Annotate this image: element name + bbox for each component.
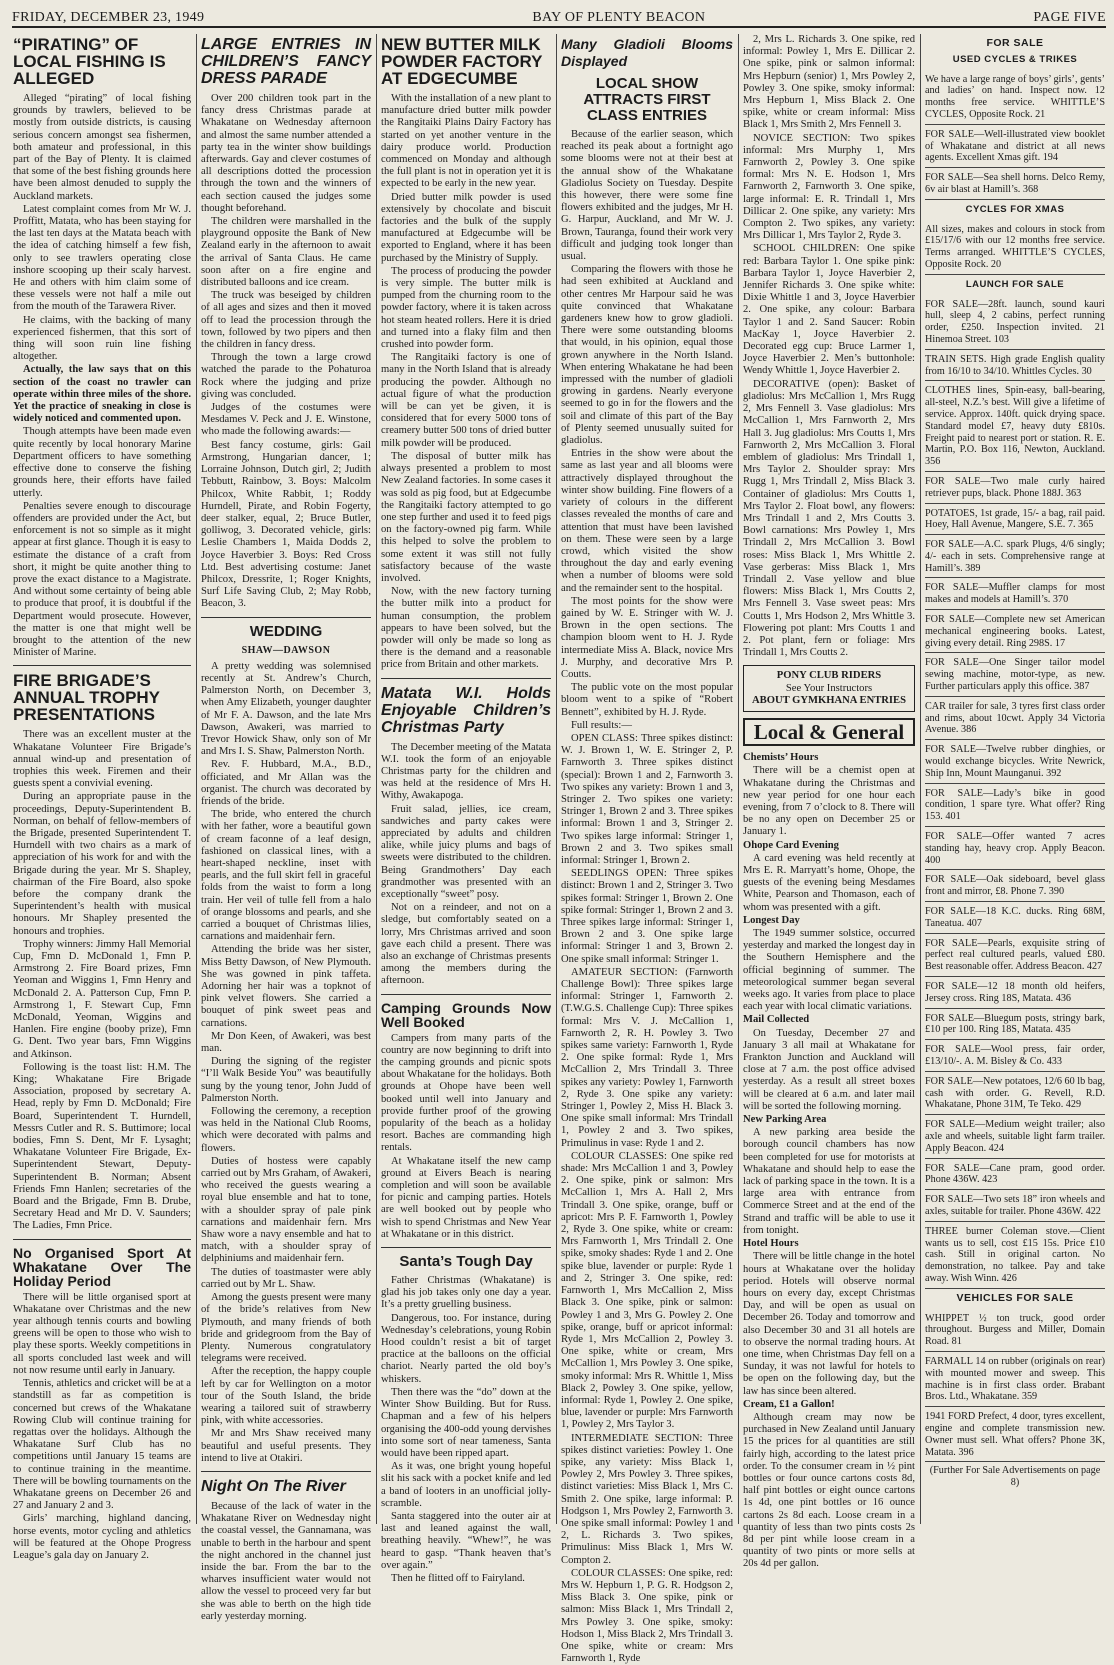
classified-ad: All sizes, makes and colours in stock from £15/17/6 with our 12 months free service. Terms arranged. WHITTLE’S CYCLES, Opposite Rock. 20 — [925, 220, 1105, 275]
divider — [381, 678, 551, 679]
article-text: Campers from many parts of the country are now beginning to drift into the camping grounds and picnic spots about Whakatane for the holidays. Both grounds at Ohope have been well booked until well into January and provide further proof of the growing popularity of the beach as a holiday resort. Baches are commanding high rentals. — [381, 1032, 551, 1154]
classified-ad: FOR SALE—Muffler clamps for most makes and models at Hamill’s. 370 — [925, 578, 1105, 610]
article-text: Although cream may now be purchased in New Zealand until January 15 the prices for al quantities are still fairly high, according to the latest price order. To the consumer cream in ½ pint bottles or four ounce cartons costs 8d, half pint bottles or eight ounce cartons 1s 4d, one pint bottles or 16 ounce cartons 2s 8d each. Loose cream in a quantity of less than two pints costs 2s 8d per pint while loose cream in a quantity of two pints or more sells at 20s 4d per gallon. — [743, 1411, 915, 1570]
local-general-heading: Local & General — [743, 718, 915, 746]
article-text: There will be little change in the hotel hours at Whakatane over the holiday period. Hotels will observe normal hours on every day, except Christmas Day, and will be open as usual on December 26. Today and tomorrow and also December 30 and 31 all hotels are to observe the normal trading hours. At one time, when Christmas Day fell on a Sunday, it was not lawful for hotels to be open on the following day, but the law has since been altered. — [743, 1251, 915, 1397]
section-heading: Cream, £1 a Gallon! — [743, 1398, 835, 1410]
headline-night-river: Night On The River — [201, 1477, 346, 1495]
article-text: Because of the lack of water in the Whakatane River on Wednesday night the coastal vessel, the Gannamana, was unable to berth in the harbour and spent the night anchored in the channel just inside the bar. From the bar to the wharves insufficient water would not allow the vessel to proceed very far but she was able to berth on the high tide early yesterday morning. — [201, 1500, 371, 1622]
article-text: With the installation of a new plant to manufacture dried butter milk powder the Rangitaiki Plains Dairy Factory has started on yet another venture in the dairy produce world. Production commenced on Monday and although the full plant is not in operation yet it is expected to be early in the new year. — [381, 93, 551, 190]
classified-ad: FOR SALE—Twelve rubber dinghies, or would exchange bicycles. Write Newrick, Ship Inn, Mount Maunganui. 392 — [925, 740, 1105, 783]
section-heading: Mail Collected — [743, 1014, 810, 1026]
classified-footer: (Further For Sale Advertisements on page 8) — [929, 1465, 1101, 1489]
article-text: The duties of toastmaster were ably carried out by Mr L. Shaw. — [201, 1266, 371, 1290]
article-text: Then there was the “do” down at the Winter Show Building. But for Russ. Chapman and a few of his helpers organising the 400-odd young dervishes into some sort of near tameness, Santa would have been ripped apart. — [381, 1386, 551, 1459]
masthead-title: BAY OF PLENTY BEACON — [532, 10, 706, 25]
classified-ad: CAR trailer for sale, 3 tyres first class order and rims, about 10cwt. Apply 34 Victoria Avenue. 386 — [925, 697, 1105, 740]
classified-heading: VEHICLES FOR SALE — [956, 1291, 1074, 1304]
article-text: During the signing of the register “I’ll Walk Beside You” was beautifully sung by the young tenor, John Judd of Palmerston North. — [201, 1056, 371, 1104]
article-text: Tennis, athletics and cricket will be at a standstill as far as competition is concerned but crews of the Whakatane Rowing Club will continue training for regattas over the holidays. Although the Whakatane Surf Club has no competitions until January 15 teams are to continue training in the meantime. There will be bowling tournaments on the Whakatane greens on December 26 and 27 and January 2 and 3. — [13, 1378, 191, 1512]
article-text: Fruit salad, jellies, ice cream, sandwiches and party cakes were appreciated by adults and children alike, while juicy plums and bags of sweets were distributed to the children. Being Grandmothers’ Day each grandmother was presented with an exceptionally “sweet” posy. — [381, 803, 551, 900]
results-text: NOVICE SECTION: Two spikes informal: Mrs Murphy 1, Mrs Farnworth 2, Powley 3. One spike formal: Mrs N. E. Hodson 1, Mrs Farnworth 2, Farnworth 3. One spike, large informal: E. R. Trindall 1, Mrs Dillicar 2. One spike, any variety: Mrs Compton 2. Two spikes, any variety: Mrs Dillicar 1, Mrs Taylor 2, Ryde 3. — [743, 132, 915, 242]
masthead-date: FRIDAY, DECEMBER 23, 1949 — [12, 10, 205, 25]
classified-ad: FOR SALE—Two male curly haired retriever pups, black. Phone 188J. 363 — [925, 472, 1105, 504]
article-text-bold: Actually, the law says that on this section of the coast no trawler can operate within three miles of the shore. Yet the practice of sneaking in close is widely noticed and commented upon. — [13, 364, 191, 425]
classified-ad: FOR SALE—28ft. launch, sound kauri hull, sleep 4, 2 cabins, perfect running order, £250. Inspection invited. 21 Hinemoa Street. 103 — [925, 295, 1105, 350]
results-text: COLOUR CLASSES: One spike, red: Mrs W. Hepburn 1, P. G. R. Hodgson 2, Miss Black 3. One spike, pink or salmon: Miss Black 1, Mrs Trindall 2, Mrs Powley 3. One spike, smoky: Hodson 1, Miss Black 2, Mrs Trindall 3. One spike, white or cream: Mrs Farnworth 1, Ryde — [561, 1567, 733, 1665]
article-text: Because of the earlier season, which reached its peak about a fortnight ago some blooms were not at their best at the annual show of the Whakatane Gladiolus Society on Tuesday. Despite this however, there were some fine flowers exhibited and the judges, Mr H. G. Harpur, Auckland, and Mr W. J. Brown, Tauranga, found their work very difficult and judging took longer than usual. — [561, 129, 733, 263]
column-3 — [378, 34, 554, 1584]
article-text: The process of producing the powder is very simple. The butter milk is pumped from the churning room to the powder factory, where it is taken across hot steam heated rollers. Here it is dried and turned into a flaky film and then crushed into powder form. — [381, 265, 551, 351]
classified-ad: We have a large range of boys’ girls’, gents’ and ladies’ on hand. Inspect now. 12 months free service. WHITTLE’S CYCLES, Opposite Rock. 21 — [925, 70, 1105, 125]
divider — [381, 994, 551, 995]
classified-ad: FOR SALE—New potatoes, 12/6 60 lb bag, cash with order. G. Revell, R.D. Whakatane, Phone 31M, Te Teko. 429 — [925, 1072, 1105, 1115]
article-text: Best fancy costume, girls: Gail Armstrong, Hungarian dancer, 1; Lorraine Johnson, Dutch girl, 2; Judith Tebbutt, Rainbow, 3. Boys: Malcolm Philcox, White Rabbit, 1; Roddy Hurndell, Pirate, and Robin Fogerty, deer stalker, equal, 2; Bruce Butler, golliwog, 3. Decorated vehicle, girls: Leslie Chambers 1, Maida Dodds 2, Joyce Haverbier 3. Boys: Red Cross Ltd. Best advertising costume: Janet Philcox, Dressrite, 1; Roger Knights, Surf Life Saving Club, 2; May Robb, Beacon, 3. — [201, 439, 371, 610]
column-rule — [376, 34, 377, 1524]
pony-club-notice — [743, 665, 915, 712]
article-text: Entries in the show were about the same as last year and all blooms were attractively displayed throughout the winter show building. Fine flowers of a variety of colours in the different classes revealed the months of care and attention that must have been lavished on them. These were seen by a large crowd, which visited the show throughout the day and early evening when a number of blooms were sold and the remainder sent to the hospital. — [561, 448, 733, 594]
article-text: A new parking area beside the borough council chambers has now been completed for use for motorists at Whakatane and should help to ease the lack of parking space in the town. It is a large area with entrance from Commerce Street and at the end of the Strand and traffic will be able to use it from tonight. — [743, 1127, 915, 1236]
article-text: The disposal of butter milk has always presented a problem to most New Zealand factories. In some cases it was sold as pig food, but at Edgecumbe the Rangitaiki factory attempted to go one step further and used it to feed pigs on the factory-owned pig farm. While this helped to solve the problem to some extent it was still not fully satisfactory because of the waste involved. — [381, 450, 551, 584]
results-text: SEEDLINGS OPEN: Three spikes distinct: Brown 1 and 2, Stringer 3. Two spikes formal: Stringer 1, Brown 2. One spike formal: Stringer 1, Brown 2 and 3. Three spikes large informal: Stringer 1, Brown 2 and 3. One spike large informal: Stringer 1 and 3, Brown 2. One spike small informal: Stringer 1. — [561, 868, 733, 965]
headline-santa: Santa’s Tough Day — [399, 1253, 533, 1271]
article-text: After the reception, the happy couple left by car for Wellington on a motor tour of the South Island, the bride wearing a tailored suit of strawberry pink, with white accessories. — [201, 1366, 371, 1427]
results-text: OPEN CLASS: Three spikes distinct: W. J. Brown 1, W. E. Stringer 2, P. Farnworth 3. Three spikes distinct (special): Brown 1 and 2, Farnworth 3. Two spikes any variety: Brown 1 and 3, Stringer 2. Two spikes one variety: Stringer 1, Brown 2 and 3. Three spikes informal: Brown 1 and 3, Stringer 2. Two spikes large informal: Stringer 1, Brown 2 and 3. Two spikes small informal: Stringer 1, Brown 2. — [561, 732, 733, 866]
classified-ad: FOR SALE—Cane pram, good order. Phone 436W. 423 — [925, 1159, 1105, 1191]
column-rule — [196, 34, 197, 1524]
classified-ad: FOR SALE—Sea shell horns. Delco Remy, 6v air blast at Hamill’s. 368 — [925, 168, 1105, 200]
article-text: As it was, one bright young hopeful slit his sack with a pocket knife and led a band of looters in an unofficial jolly-scramble. — [381, 1461, 551, 1509]
classified-ad: CLOTHES lines, Spin-easy, ball-bearing, all-steel, N.Z.’s best. Will give a lifetime of service. Approx. 140ft. quick drying space. Standard model £7, heavy duty £810s. Freight paid to nearest port or station. R. E. Martin, P.O. Box 116, Newton, Auckland. 356 — [925, 381, 1105, 472]
headline-no-sport: No Organised Sport At Whakatane Over The Holiday Period — [13, 1244, 191, 1289]
article-text: Though attempts have been made even quite recently by local honorary Marine Department officers to have something effective done to conserve the fishing grounds here, their efforts have failed utterly. — [13, 426, 191, 499]
article-text: Through the town a large crowd watched the parade to the Pohaturoa Rock where the judging and prize giving was concluded. — [201, 352, 371, 400]
headline-fancy-dress: LARGE ENTRIES IN CHILDREN’S FANCY DRESS PARADE — [201, 36, 371, 87]
article-text: The public vote on the most popular bloom went to a spike of “Robert Bennett”, exhibited by H. J. Ryde. — [561, 682, 733, 718]
pony-club-line: ABOUT GYMKHANA ENTRIES — [751, 694, 907, 706]
masthead — [12, 4, 1106, 28]
classified-ad: POTATOES, 1st grade, 15/- a bag, rail paid. Hoey, Hall Avenue, Mangere, S.E. 7. 365 — [925, 504, 1105, 536]
column-2 — [198, 34, 374, 1622]
subheading-shaw-dawson: SHAW—DAWSON — [241, 644, 331, 656]
article-text: A pretty wedding was solemnised recently at St. Andrew’s Church, Palmerston North, on December 3, when Amy Elizabeth, younger daughter of Mr F. A. Dawson, and the late Mrs Dawson, Awakeri, was married to Trevor Howick Shaw, only son of Mr and Mrs I. S. Shaw, Palmerston North. — [201, 660, 371, 758]
classified-ad: FOR SALE—12 18 month old heifers, Jersey cross. Ring 18S, Matata. 436 — [925, 977, 1105, 1009]
column-rule — [920, 34, 921, 1524]
classified-ad: FOR SALE—Lady’s bike in good condition, 1 spare tyre. What offer? Ring 153. 401 — [925, 784, 1105, 827]
article-text: There was an excellent muster at the Whakatane Volunteer Fire Brigade’s annual wind-up and presentation of trophies this week. Firemen and their guests spent a convivial evening. — [13, 729, 191, 790]
article-text: Latest complaint comes from Mr W. J. Proffitt, Matata, who has been staying for the last ten days at the Matata beach with the idea of catching himself a few fish, only to see trawlers operating close inshore scooping up their scaly harvest. He and others with him claim some of these vessels were not half a mile out from the mouth of the Tarawera River. — [13, 203, 191, 313]
classified-ad: FOR SALE—Medium weight trailer; also axle and wheels, suitable light farm trailer. Apply Beacon. 424 — [925, 1115, 1105, 1158]
results-text: INTERMEDIATE SECTION: Three spikes distinct varieties: Powley 1. One spike, any variety: Miss Black 1, Powley 2, Mrs Powley 3. Three spikes, distinct varieties: Miss Black 1, Mrs C. Smith 2. One spike, large informal: P. Hodgson 1, Mrs Powley 2, Farnworth 3. One spike small informal: Powley 1 and 2, L. Richards 3. Two spikes, Primulinus: Miss Black 1, Mrs W. Compton 2. — [561, 1432, 733, 1566]
classified-subheading: LAUNCH FOR SALE — [965, 278, 1065, 290]
headline-fire-brigade: FIRE BRIGADE’S ANNUAL TROPHY PRESENTATIONS — [13, 671, 160, 725]
article-text: Duties of hostess were capably carried out by Mrs Graham, of Awakeri, who received the guests wearing a royal blue ensemble and hat to tone, with a shoulder spray of pale pink carnations and maidenhair fern. Mrs Shaw wore a navy ensemble and hat to match, with a shoulder spray of delphiniums and maidenhair fern. — [201, 1155, 371, 1265]
article-text: Mr Don Keen, of Awakeri, was best man. — [201, 1030, 371, 1055]
column-5 — [740, 34, 918, 1570]
headline-butter-milk: NEW BUTTER MILK POWDER FACTORY AT EDGECUMBE — [381, 35, 543, 88]
classified-ad: FOR SALE—Two sets 18” iron wheels and axles, suitable for trailer. Phone 436W. 422 — [925, 1190, 1105, 1222]
article-text: On Tuesday, December 27 and January 3 all mail at Whakatane for Frankton Junction and Auckland will close at 7 a.m. the post office advised yesterday. As a result all street boxes will be cleared at 6 a.m. and later mail will be sorted the following morning. — [743, 1027, 915, 1112]
article-text: Not on a reindeer, and not on a sledge, but comfortably seated on a lorry, Mrs Christmas arrived and soon gave each child a present. There was also an exchange of Christmas presents among the members during the afternoon. — [381, 902, 551, 987]
results-text: COLOUR CLASSES: One spike red shade: Mrs McCallion 1 and 3, Powley 2. One spike, pink or salmon: Mrs McCallion 1, Mrs A. Hall 2, Mrs Trindall 3. One spike, orange, buff or apricot: Mrs P. F. Farnworth 1, Powley 2, Ryde 3. One spike, white or cream: Mrs Farnworth 1, Mrs Trindall 2. One spike, smoky shades: Ryde 1 and 2. One spike blue, lavender or purple: Ryde 1 and 2, Stringer 3. One spike, red: Farnworth 1, Mrs McCallion 2, Miss Black 3. One spike, pink or salmon: Powley 1 and 3, Mrs G. Powley 2. One spike, orange, buff or apricot informal: Ryde 1, Mrs McCallion 2, Powley 3. One spike, white or cream, Mrs McCallion 1, Mrs Powley 3. One spike, smoky informal: Mrs R. Whittle 1, Miss Black 2, Powley 3. One spike, yellow, informal: Ryde 1, Powley 2. One spike, blue, lavender or purple: Mrs Farnworth 1, Powley 2, Mrs Taylor 3. — [561, 1150, 733, 1431]
article-text: Among the guests present were many of the bride’s relatives from New Plymouth, and many friends of both bride and gridegroom from the Bay of Plenty. Numerous congratulatory telegrams were received. — [201, 1292, 371, 1365]
headline-matata-wi: Matata W.I. Holds Enjoyable Children’s Christmas Party — [381, 684, 551, 736]
article-text: Alleged “pirating” of local fishing grounds by trawlers, believed to be mostly from outside districts, is causing serious concern amongst sea fishermen, both amateur and professional, in this part of the Bay of Plenty. It is claimed that some of the best fishing grounds here have been almost denuded to supply the Auckland markets. — [13, 93, 191, 202]
article-text: Following is the toast list: H.M. The King; Whakatane Fire Brigade Association, proposed by secretary A. Head, reply by Fmn D. McDonald; Fire Board, Superintendent T. Hurndell, Messrs Cutler and R. S. Buttimore; local bodies, Fmn S. Dent, Mr F. Lysaght; Whakatane Volunteer Fire Brigade, Ex-Superintendent Stewart, Deputy-Superintendent B. Norman; Absent Friends Fmn Hanlen; secretaries of the Board and the Brigade, Fmn B. Drube, Secretary Head and Mr D. V. Saunders; The Ladies, Fmn Price. — [13, 1061, 191, 1232]
classified-ad: FOR SALE—Pearls, exquisite string of perfect real cultured pearls, valued £80. Best reasonable offer. Address Beacon. 427 — [925, 934, 1105, 977]
article-text: Then he flitted off to Fairyland. — [391, 1572, 525, 1584]
article-text: There will be a chemist open at Whakatane during the Christmas and new year period for one hour each evening, from 7 o’clock to 8. There will be no any open on December 25 or January 1. — [743, 765, 915, 838]
section-heading: Hotel Hours — [743, 1238, 799, 1250]
pony-club-line: See Your Instructors — [785, 682, 873, 694]
article-text: Now, with the new factory turning the butter milk into a product for human consumption, the problem appears to have been solved, but the powder will only be made so long as there is the demand and a reasonable price from Britain and other markets. — [381, 586, 551, 671]
headline-camping: Camping Grounds Now Well Booked — [381, 999, 551, 1030]
article-text: The bride, who entered the church with her father, wore a beautiful gown of cream faconne of a leaf design, fashioned on classical lines, with a heart-shaped neckline, inset with pearls, and the full skirt fell in graceful folds from the waist to form a long train. Her veil of tulle fell from a halo of orange blossoms and pearls, and she carried a bouquet of Christmas lilies, carnations and maidenhair fern. — [201, 809, 371, 943]
headline-pirating: “PIRATING” OF LOCAL FISHING IS ALLEGED — [13, 35, 166, 88]
article-text: Full results:— — [571, 719, 632, 731]
section-heading: Chemists’ Hours — [743, 752, 819, 764]
article-text: Comparing the flowers with those he had seen exhibited at Auckland and other centres Mr Harpour said he was quite convinced that Whakatane gardeners knew how to grow gladioli. There were some outstanding blooms that would, in his opinion, equal those grown anywhere in the North Island. When entering Whakatane he had been impressed with the number of gladioli growing in gardens. Nearly everyone seemed to go in for the flowers and the soil and climate of this part of the Bay of Plenty seemed unusually suited for gladiolus. — [561, 264, 733, 447]
article-text: Over 200 children took part in the fancy dress Christmas parade at Whakatane on Wednesday afternoon and almost the same number attended a party tea in the winter show buildings afterwards. Gay and clever costumes of all descriptions dotted the procession through the town and the winners of each section caused the judges some thought beforehand. — [201, 93, 371, 214]
classified-ad: WHIPPET ½ ton truck, good order throughout. Burgess and Miller, Domain Road. 81 — [925, 1309, 1105, 1352]
column-rule — [556, 34, 557, 1524]
article-text: The children were marshalled in the playground opposite the Bank of New Zealand early in the afternoon to await the arrival of Santa Claus. He came soon after on a fire engine and distributed balloons and ice cream. — [201, 216, 371, 289]
results-text: DECORATIVE (open): Basket of gladiolus: Mrs McCallion 1, Mrs Rugg 2, Mrs Fennell 3. Vase gladiolus: Mrs McCallion 1, Mrs Farnworth 2, Mrs Hall 3. Jug gladiolus: Mrs Coutts 1, Mrs Farnworth 2, Mrs McCallion 3. Floral emblem of gladiolus: Mrs Trindall 1, Mrs Taylor 2. Shoulder spray: Mrs Rugg 1, Mrs Trindall 2, Miss Black 3. Container of gladiolus: Mrs Coutts 1, Mrs Taylor 2. Float bowl, any flowers: Mrs Trindall 1 and 2, Mrs Coutts 3. Bowl carnations: Mrs Powley 1, Mrs Trindall 2, Mrs McCallion 3. Bowl roses: Miss Black 1, Mrs Whittle 2. Vase gerberas: Miss Black 1, Mrs Trindall 2. Vase yellow and blue flowers: Miss Black 1, Mrs Coutts 2, Mrs Fennell 3. Vase sweet peas: Mrs Coutts 1, Mrs Hodson 2, Mrs Whittle 3. Flowering pot plant: Mrs Coutts 1 and 2. Pot plant, fern or foliage: Mrs Trindall 1, Mrs Coutts 2. — [743, 378, 915, 659]
section-heading: Ohope Card Evening — [743, 839, 839, 851]
divider — [13, 1239, 191, 1240]
classified-ad: FOR SALE—A.C. spark Plugs, 4/6 singly; 4/- each in sets. Comprehensive range at Hamill’s. 389 — [925, 535, 1105, 578]
article-text: Girls’ marching, highland dancing, horse events, motor cycling and athletics will be featured at the Ohope Progress League’s gala day on January 2. — [13, 1513, 191, 1561]
classified-ad: FOR SALE—Complete new set American mechanical engineering books. Latest, giving every detail. Ring 298S. 17 — [925, 610, 1105, 653]
classified-ad: FOR SALE—Oak sideboard, bevel glass front and mirror, £8. Phone 7. 390 — [925, 870, 1105, 902]
divider — [381, 1247, 551, 1248]
classified-ad: FARMALL 14 on rubber (originals on rear) with mounted mower and sweep. This machine is in first class order. Brabant Bros. Ltd., Whakatane. 359 — [925, 1352, 1105, 1407]
article-text: Rev. F. Hubbard, M.A., B.D., officiated, and Mr Allan was the organist. The church was decorated by friends of the bride. — [201, 759, 371, 807]
divider — [201, 617, 371, 618]
article-text: There will be little organised sport at Whakatane over Christmas and the new year although tennis courts and bowling greens will be open to those who wish to play these sports. Weekly competitions in all sports concluded last week and will not now resume until early in January. — [13, 1291, 191, 1376]
classified-subheading: USED CYCLES & TRIKES — [952, 53, 1078, 65]
classified-ad: FOR SALE—Wool press, fair order, £13/10/-. A. M. Bisley & Co. 433 — [925, 1040, 1105, 1072]
classified-ad: FOR SALE—Offer wanted 7 acres standing hay, heavy crop. Apply Beacon. 400 — [925, 827, 1105, 870]
classified-ad: THREE burner Coleman stove.—Client wants us to sell, cost £15 15s. Price £10 cash. Still in original carton. No demonstration, no talkee. Pay and take away. Wish Winn. 426 — [925, 1222, 1105, 1289]
classified-subheading: CYCLES FOR XMAS — [965, 203, 1065, 215]
article-text: Father Christmas (Whakatane) is glad his job takes only one day a year. It’s a pretty gruelling business. — [381, 1275, 551, 1311]
article-text: Santa staggered into the outer air at last and leaned against the wall, breathing heavily. “Whew!”, he was heard to gasp. “Thank heaven that’s over again.” — [381, 1510, 551, 1571]
results-text: AMATEUR SECTION: (Farnworth Challenge Bowl): Three spikes large informal: Stringer 1, Farnworth 2. (T.W.G.S. Challenge Cup): Three spikes formal: Mrs V. J. McCallion 1, Farnworth 2, R. H. Powley 3. Two spikes same variety: Farnworth 1, Ryde 2. One spike formal: Ryde 1, Mrs McCallion 2, Mrs Trindall 3. Three spikes any variety: Powley 1, Farnworth 2, Ryde 3. One spike any variety: Stringer 1, Powley 2, Miss H. Black 3. One spike small informal: Mrs Trindall 1, Powley 2 and 3. Two spikes, Primulinus in vase: Ryde 1 and 2. — [561, 966, 733, 1149]
headline-local-show: LOCAL SHOW ATTRACTS FIRST CLASS ENTRIES — [583, 75, 711, 124]
article-text: Judges of the costumes were Mesdames V. Peck and J. E. Winstone, who made the following awards:— — [201, 402, 371, 438]
article-text: The most points for the show were gained by W. E. Stringer with W. J. Brown in the open sections. The champion bloom went to H. J. Ryde intermediate Miss A. Black, novice Mrs J. Murphy, and decorative Mrs P. Coutts. — [561, 595, 733, 680]
article-text: The truck was beseiged by children of all ages and sizes and then it moved off to lead the procession through the town, followed by two pipers and then the children in fancy dress. — [201, 290, 371, 351]
article-text: Attending the bride was her sister, Miss Betty Dawson, of New Plymouth. She was gowned in pink taffeta. Adorning her hair was a topknot of pink velvet flowers. She carried a bouquet of pink sweet peas and carnations. — [201, 944, 371, 1029]
article-text: Trophy winners: Jimmy Hall Memorial Cup, Fmn D. McDonald 1, Fmn P. Armstrong 2. Fire Board prizes, Fmn Yeoman and Wiggins 1, Fmn Henry and McDonald 2. A. Patterson Cup, Fmn P. Armstrong 1, F. Stewart Cup, Fmn McDonald, Yeoman, Wiggins and Hanlen. Fire engine (booby prize), Fmn G. Dent. Two year bars, Fmn Wiggins and Atkinson. — [13, 938, 191, 1060]
article-text: The Rangitaiki factory is one of many in the North Island that is already producing the powder. Although no actual figure of what the production will be can yet be given, it is considered that for every 5000 tons of creamery butter 500 tons of dried butter milk powder will be produced. — [381, 352, 551, 449]
divider — [13, 665, 191, 666]
kicker-gladioli: Many Gladioli Blooms Displayed — [561, 36, 733, 69]
article-text: During an appropriate pause in the proceedings, Deputy-Superintendent B. Norman, on behalf of fellow-members of the Brigade, presented Superintendent T. Hurndell with two chairs as a mark of appreciation of his work for and with the Brigade during the year. Mr S. Shapley, chairman of the Fire Board, also spoke before the company drank the Superintendent’s health with musical honours. Mr Shapley presented the honours and trophies. — [13, 791, 191, 937]
classified-ad: FOR SALE—18 K.C. ducks. Ring 68M, Taneatua. 407 — [925, 902, 1105, 934]
article-text: Penalties severe enough to discourage offenders are provided under the Act, but enforcement is not so simple as it might appear at first glance. Though it is easy to estimate the distance of a craft from short, it might be quite another thing to prove the exact distance to a Magistrate. And without some certainty of being able to produce that proof, it is doubtful if the Department would prosecute. However, the matter is one that might well be brought to the attention of the new Minister of Marine. — [13, 500, 191, 659]
article-text: At Whakatane itself the new camp ground at Eivers Beach is nearing completion and will soon be available for picnic and camping parties. Hotels are well booked out by people who wish to spend Christmas and New Year at Whakatane or in this district. — [381, 1155, 551, 1240]
classified-ad: FOR SALE—Bluegum posts, stringy bark, £10 per 100. Ring 18S, Matata. 435 — [925, 1009, 1105, 1041]
results-text: SCHOOL CHILDREN: One spike red: Barbara Taylor 1. One spike pink: Barbara Taylor 1, Joyce Haverbier 2, Jennifer Richards 3. One spike white: Dixie Whittle 1 and 3, Joyce Haverbier 2. One spike, any colour: Barbara Taylor 1 and 2. Sand Saucer: Robin MacKay 1, Joyce Haverbier 2. Decorated egg cup: Bruce Larmer 1, Joyce Haverbier 2. Men’s buttonhole: Wendy Whittle 1, Joyce Haverbier 2. — [743, 243, 915, 377]
classified-ad: FOR SALE—One Singer tailor model sewing machine, motor-type, as new. Further particulars apply this office. 387 — [925, 653, 1105, 696]
divider — [201, 1471, 371, 1472]
column-1 — [10, 34, 194, 1561]
classified-ad: FOR SALE—Well-illustrated view booklet of Whakatane and district at all news agents. Excellent Xmas gift. 194 — [925, 125, 1105, 168]
article-text: Dangerous, too. For instance, during Wednesday’s celebrations, young Robin Hood couldn’t resist a bit of target practice at the balloons on the official chariot. Nearly parted the old boy’s whiskers. — [381, 1312, 551, 1385]
article-text: He claims, with the backing of many experienced fishermen, that this sort of thing will soon ruin line fishing altogether. — [13, 314, 191, 363]
masthead-page: PAGE FIVE — [1033, 10, 1106, 25]
classified-ad: 1941 FORD Prefect, 4 door, tyres excellent, engine and complete transmission new. Owner must sell. What offers? Phone 3K, Matata. 396 — [925, 1407, 1105, 1462]
pony-club-title: PONY CLUB RIDERS — [776, 670, 882, 682]
article-text: The 1949 summer solstice, occurred yesterday and marked the longest day in the Southern Hemisphere and the official beginning of summer. The meteorological summer began several weeks ago. It varies from place to place each year with local climatic variations. — [743, 928, 915, 1013]
headline-wedding: WEDDING — [249, 622, 323, 640]
classified-ad: TRAIN SETS. High grade English quality from 16/10 to 34/10. Whittles Cycles. 30 — [925, 350, 1105, 382]
classified-heading: FOR SALE — [986, 37, 1044, 49]
section-heading: Longest Day — [743, 914, 800, 926]
article-text: Dried butter milk powder is used extensively by chocolate and biscuit factories and the bulk of the supply manufactured at Edgecumbe will be exported to England, where it has been purchased by the Ministry of Supply. — [381, 191, 551, 264]
article-text: Following the ceremony, a reception was held in the National Club Rooms, which were decorated with palms and flowers. — [201, 1106, 371, 1154]
column-6-classifieds — [922, 34, 1108, 1524]
article-text: Mr and Mrs Shaw received many beautiful and useful presents. They intend to live at Otakiri. — [201, 1428, 371, 1464]
column-rule — [738, 34, 739, 1524]
article-text: A card evening was held recently at Mrs E. R. Marryatt’s home, Ohope, the guests of the evening being Mesdames White, Pearson and Thomason, each of whom was presented with a gift. — [743, 852, 915, 913]
section-heading: New Parking Area — [743, 1114, 827, 1126]
column-4 — [558, 34, 736, 1665]
article-text: The December meeting of the Matata W.I. took the form of an enjoyable Christmas party for the children and was held at the residence of Mrs H. Withy, Awakapoga. — [381, 741, 551, 802]
results-text: 2, Mrs L. Richards 3. One spike, red informal: Powley 1, Mrs E. Dillicar 2. One spike, pink or salmon informal: Mrs Hepburn (senior) 1, Mrs Powley 2, Powley 3. One spike, smoky informal: Mrs Hepburn 1, Miss Black 2. One spike, white or cream informal: Miss Black 1, Mrs Smith 2, Mrs Fennell 3. — [743, 34, 915, 131]
